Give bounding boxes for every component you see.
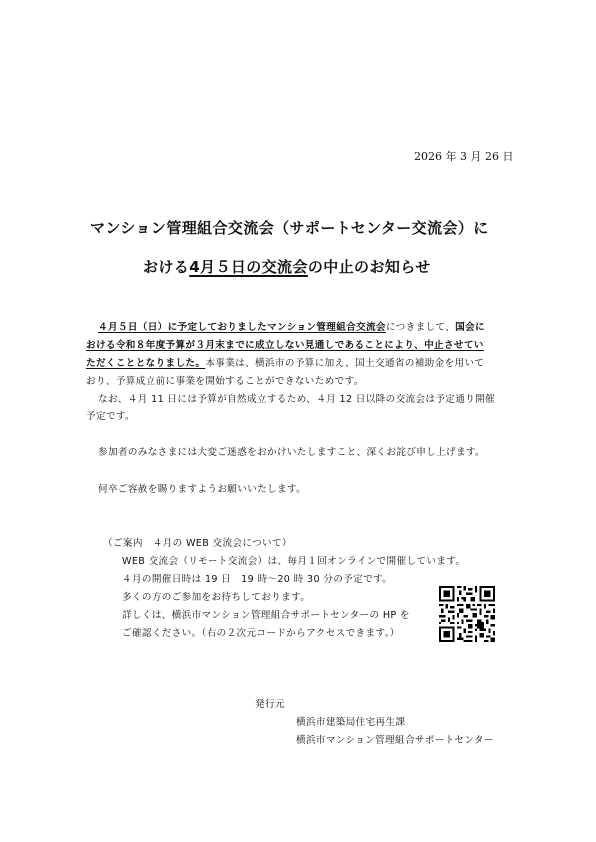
title-line-2 bbox=[143, 256, 431, 277]
issuer-label: 発行元 bbox=[255, 699, 285, 710]
guide-heading: （ご案内 ４月の WEB 交流会について） bbox=[103, 538, 292, 549]
reason-text: おける令和８年度予算が３月末までに成立しない見通しであることにより、 bbox=[86, 340, 425, 351]
title-line-1: マンション管理組合交流会（サポートセンター交流会）に bbox=[90, 219, 489, 237]
body-text: につきまして、 bbox=[385, 322, 456, 333]
guide-line-4: 詳しくは、横浜市マンション管理組合サポートセンターの HP を bbox=[122, 610, 410, 621]
body-p2-line2: 予定です。 bbox=[86, 411, 135, 422]
event-name: ４月５日（日）に予定しておりましたマンション管理組合交流会 bbox=[98, 322, 386, 333]
body-p2-line1: なお、４月 11 日には予算が自然成立するため、４月 12 日以降の交流会は予定通り開催 bbox=[98, 394, 496, 405]
body-closing: 何卒ご容赦を賜りますようお願いいたします。 bbox=[98, 484, 307, 495]
guide-line-2: ４月の開催日時は 19 日 19 時～20 時 30 分の予定です。 bbox=[122, 574, 393, 585]
body-apology: 参加者のみなさまには大変ご迷惑をおかけいたしますこと、深くお詫び申し上げます。 bbox=[98, 447, 486, 458]
body-p1-line4: おり、予算成立前に事業を開始することができないためです。 bbox=[86, 376, 364, 387]
body-p1-line1 bbox=[98, 319, 485, 333]
qr-code-icon[interactable] bbox=[439, 586, 495, 642]
body-p1-line3 bbox=[86, 355, 484, 369]
guide-line-1: WEB 交流会（リモート交流会）は、毎月１回オンラインで開催しています。 bbox=[122, 556, 466, 567]
title-suffix: の中止のお知らせ bbox=[307, 258, 431, 276]
title-emphasis: 4月５日の交流会 bbox=[189, 258, 308, 276]
body-bold: 国会に bbox=[455, 322, 486, 333]
body-p1-line2 bbox=[86, 337, 484, 351]
issue-date: 2026 年 3 月 26 日 bbox=[414, 150, 514, 163]
title-prefix: おける bbox=[143, 258, 190, 276]
guide-line-3: 多くの方のご参加をお待ちしております。 bbox=[122, 592, 311, 603]
issuer-org-2: 横浜市マンション管理組合サポートセンター bbox=[296, 735, 494, 746]
guide-line-5: ご確認ください。（右の２次元コードからアクセスできます。） bbox=[122, 628, 400, 639]
issuer-org-1: 横浜市建築局住宅再生課 bbox=[296, 717, 406, 728]
cancel-text-end: ただくこととなりました。 bbox=[86, 358, 206, 369]
cancel-text: 中止させてい bbox=[424, 340, 484, 351]
body-text: 本事業は、横浜市の予算に加え、国土交通省の補助金を用いて bbox=[205, 358, 485, 369]
